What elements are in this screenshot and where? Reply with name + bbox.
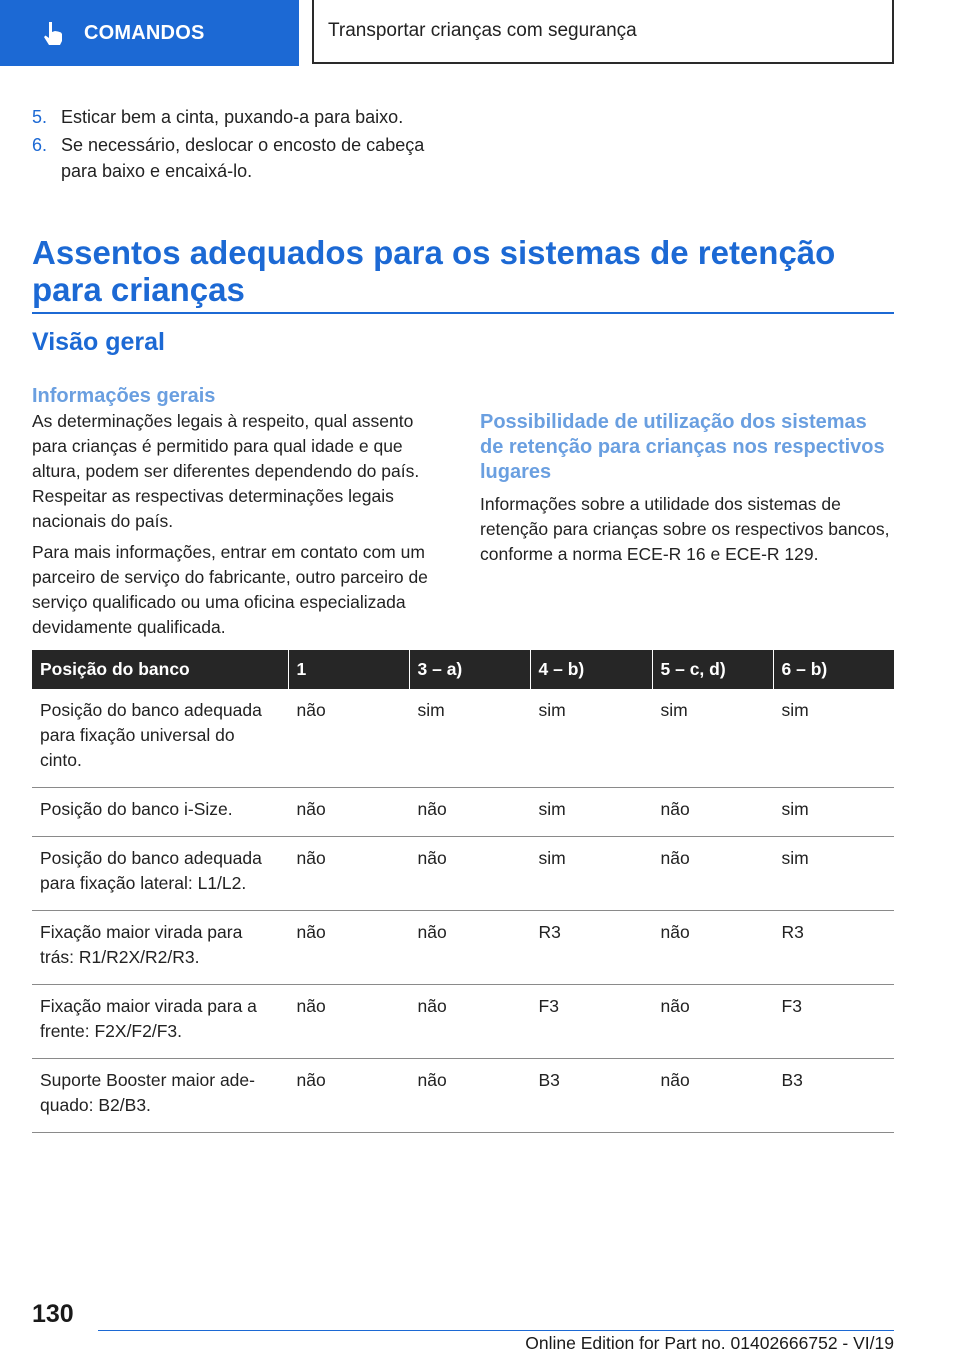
step-number: 5. <box>32 107 48 127</box>
section-title: COMANDOS <box>84 21 205 44</box>
table-row <box>32 911 894 985</box>
table-cell: não <box>652 985 773 1059</box>
step-number: 6. <box>32 135 48 155</box>
table-cell: não <box>652 911 773 985</box>
table-cell: não <box>652 837 773 911</box>
footer-divider <box>98 1330 894 1331</box>
table-header-cell: 4 – b) <box>530 650 652 689</box>
table-cell: não <box>409 985 530 1059</box>
table-header-cell: Posição do banco <box>32 650 288 689</box>
table-cell: sim <box>773 837 894 911</box>
table-cell: sim <box>530 837 652 911</box>
table-cell: não <box>288 985 409 1059</box>
section-tab[interactable] <box>0 0 299 66</box>
table-row <box>32 837 894 911</box>
table-cell: Posição do banco adequada para fixação lateral: L1/L2. <box>32 837 288 911</box>
table-cell: não <box>409 911 530 985</box>
usage-heading: Possibilidade de utilização dos sistemas de retenção para crianças nos respectivos lugares <box>480 411 885 483</box>
title-divider <box>32 312 894 314</box>
table-cell: Suporte Booster maior adequado: B2/B3. <box>32 1059 288 1133</box>
step-item <box>32 132 452 184</box>
step-text: Se necessário, deslocar o encosto de cabeça para baixo e encaixá-lo. <box>61 135 425 181</box>
step-item <box>32 104 452 130</box>
table-cell: Fixação maior virada para a frente: F2X/F2/F3. <box>32 985 288 1059</box>
table-cell: Posição do banco adequada para fixação universal do cinto. <box>32 689 288 788</box>
table-cell: não <box>288 1059 409 1133</box>
table-cell: não <box>288 911 409 985</box>
table-cell: sim <box>409 689 530 788</box>
seat-suitability-table <box>32 650 894 1133</box>
general-info-paragraph: Para mais informações, entrar em contato com um parceiro de serviço do fabricante, outro parceiro de serviço qualificado ou uma oficina especializada devidamente qualificada. <box>32 542 428 637</box>
table-cell: sim <box>773 689 894 788</box>
step-text: Esticar bem a cinta, puxando-a para baixo. <box>61 107 404 127</box>
table-cell: F3 <box>530 985 652 1059</box>
step-list <box>32 104 452 186</box>
general-info-paragraph: As determinações legais à respeito, qual assento para crianças é permitido para qual idade e que altura, podem ser diferentes dependendo do país. Respeitar as respectivas determinações legais nacionais do país. <box>32 411 420 531</box>
table-header-cell: 5 – c, d) <box>652 650 773 689</box>
table-row <box>32 1059 894 1133</box>
table-header-cell: 6 – b) <box>773 650 894 689</box>
table-cell: sim <box>652 689 773 788</box>
table-cell: sim <box>530 788 652 837</box>
section-heading: Visão geral <box>32 328 165 356</box>
table-cell: Posição do banco i-Size. <box>32 788 288 837</box>
table-row <box>32 689 894 788</box>
table-cell: não <box>652 1059 773 1133</box>
table-cell: F3 <box>773 985 894 1059</box>
table-cell: R3 <box>773 911 894 985</box>
table-row <box>32 985 894 1059</box>
table-cell: não <box>288 837 409 911</box>
table-header-row <box>32 650 894 689</box>
table-cell: Fixação maior virada para trás: R1/R2X/R2/R3. <box>32 911 288 985</box>
table-cell: R3 <box>530 911 652 985</box>
page-title: Assentos adequados para os sistemas de retenção para crianças <box>32 234 836 308</box>
usage-paragraph: Informações sobre a utilidade dos sistemas de retenção para crianças sobre os respectivos bancos, conforme a norma ECE-R 16 e ECE-R 129. <box>480 494 890 564</box>
table-cell: não <box>409 1059 530 1133</box>
chapter-title-box <box>312 0 894 64</box>
page-number: 130 <box>32 1300 74 1328</box>
table-cell: B3 <box>773 1059 894 1133</box>
table-cell: B3 <box>530 1059 652 1133</box>
table-cell: sim <box>773 788 894 837</box>
general-info-column <box>32 384 450 646</box>
usage-column <box>480 410 894 573</box>
table-cell: não <box>652 788 773 837</box>
footer-edition: Online Edition for Part no. 01402666752 - VI/19 <box>525 1333 894 1353</box>
table-cell: não <box>409 837 530 911</box>
table-header-cell: 1 <box>288 650 409 689</box>
table-cell: sim <box>530 689 652 788</box>
table-header-cell: 3 – a) <box>409 650 530 689</box>
chapter-title: Transportar crianças com segurança <box>328 20 637 41</box>
table-row <box>32 788 894 837</box>
general-info-heading: Informações gerais <box>32 385 216 407</box>
table-cell: não <box>409 788 530 837</box>
hand-pointer-icon <box>40 20 66 46</box>
table-cell: não <box>288 689 409 788</box>
table-cell: não <box>288 788 409 837</box>
